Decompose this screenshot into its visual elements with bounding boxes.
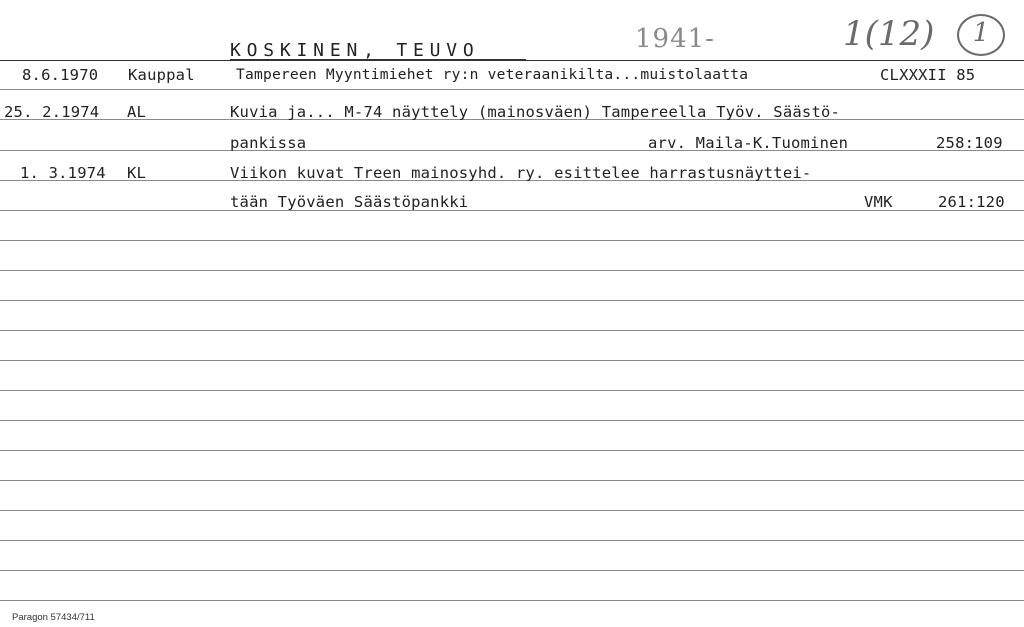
handwritten-year: 1941- (635, 24, 715, 54)
entry-code: AL (127, 103, 147, 121)
entry-code: KL (127, 164, 147, 182)
entry-extra: VMK (864, 193, 893, 211)
ruled-line (0, 420, 1024, 421)
entry-ref: 261:120 (938, 193, 1005, 211)
header-rule (0, 60, 1024, 61)
ruled-line (0, 89, 1024, 90)
entry-ref: CLXXXII 85 (880, 66, 976, 84)
ruled-line (0, 360, 1024, 361)
entry-author: arv. Maila-K.Tuominen (648, 134, 849, 152)
entry-code: Kauppal (128, 66, 195, 84)
entry-date: 8.6.1970 (22, 66, 99, 84)
ruled-line (0, 150, 1024, 151)
ruled-line (0, 480, 1024, 481)
ruled-line (0, 270, 1024, 271)
circled-number-badge (957, 14, 1005, 56)
entry-date: 1. 3.1974 (20, 164, 106, 182)
entry-text: tään Työväen Säästöpankki (230, 193, 469, 211)
entry-date: 25. 2.1974 (4, 103, 100, 121)
card-name: KOSKINEN, TEUVO (230, 40, 480, 61)
entry-text: Viikon kuvat Treen mainosyhd. ry. esittelee harrastusnäyttei- (230, 164, 812, 182)
card-footer: Paragon 57434/711 (12, 612, 95, 623)
ruled-line (0, 330, 1024, 331)
entry-text: Tampereen Myyntimiehet ry:n veteraanikilta...muistolaatta (236, 66, 749, 83)
ruled-line (0, 510, 1024, 511)
circled-number: 1 (972, 18, 990, 48)
ruled-line (0, 300, 1024, 301)
ruled-line (0, 570, 1024, 571)
name-underline (230, 59, 526, 60)
handwritten-card-number: 1(12) (843, 14, 935, 54)
entry-text: Kuvia ja... M-74 näyttely (mainosväen) Tampereella Työv. Säästö- (230, 103, 841, 121)
ruled-line (0, 540, 1024, 541)
entry-text: pankissa (230, 134, 307, 152)
ruled-line (0, 450, 1024, 451)
ruled-line (0, 390, 1024, 391)
ruled-line (0, 240, 1024, 241)
ruled-line (0, 600, 1024, 601)
entry-ref: 258:109 (936, 134, 1003, 152)
